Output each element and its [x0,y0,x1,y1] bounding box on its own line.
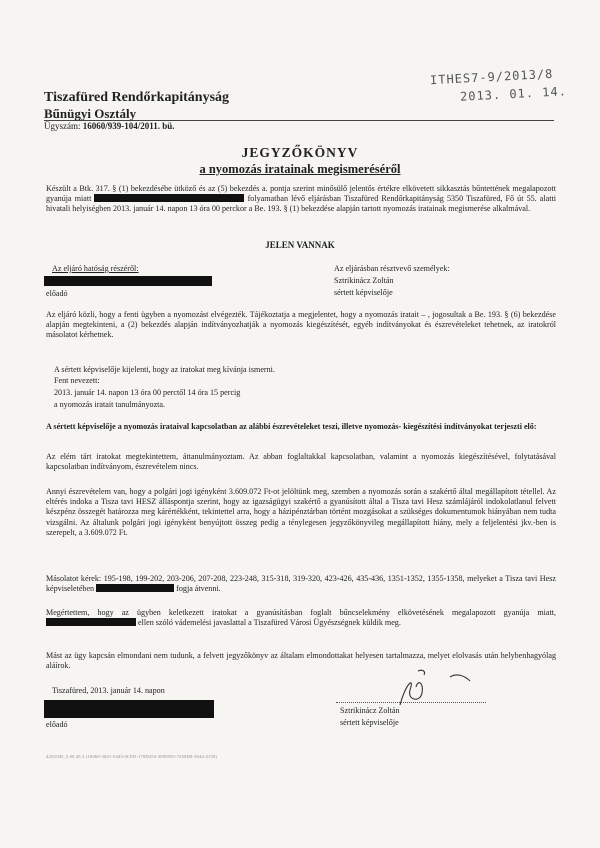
intro-text-1: Készült a Btk. 317. § (1) bekezdésébe ütköző és az (5) bekezdés a. pontja szerint minősülő jelentős értékre elkövetett sikkasztás bűntettének megalapozott gyanúja miatt [46,184,556,204]
redaction-box [46,618,136,626]
redaction-box [44,276,212,286]
participants-heading: Az eljárásban résztvevő személyek: [334,264,450,273]
signature-line [336,702,486,703]
redaction-box [94,194,244,202]
footer-code: 4255/SD_5.00.45.2 (16060-3041-5443-0CFD-170D255-3095955-7250D0-3044-2150) [46,754,218,759]
forwarding-paragraph [46,608,556,628]
declaration: A sértett képviselője kijelenti, hogy az iratokat meg kívánja ismerni. [54,365,275,374]
signer-role-left: előadó [46,720,68,729]
copies-text-1: Másolatot kérek: 195-198, 199-202, 203-206, 207-208, 223-248, 315-318, 319-320, 423-426, 435-436, 1351-1352, 1355-1358, melyeket a Tisza tavi Hesz képviseletében [46,574,556,594]
signer-role-right: sértett képviselője [340,718,399,727]
place-date: Tiszafüred, 2013. január 14. napon [52,686,165,695]
copies-text-2: fogja átvenni. [176,584,221,594]
named-label: Fent nevezett: [54,376,100,385]
case-value: 16060/939-104/2011. bü. [82,121,175,131]
present-heading: JELEN VANNAK [265,240,335,250]
redaction-box [44,700,214,718]
doc-subtitle: a nyomozás iratainak megismeréséről [199,162,401,176]
org-name: Tiszafüred Rendőrkapitányság [44,90,230,105]
forwarding-text-2: ellen szóló vádemelési javaslattal a Tiszafüred Városi Ügyészségnek küldik meg. [138,618,401,628]
handwritten-registry-number: ITHES7-9/2013/8 [429,66,554,88]
signer-name-right: Sztrikinácz Zoltán [340,706,400,715]
authority-heading [52,264,139,274]
case-label: Ügyszám: [44,121,81,131]
case-number [44,121,175,131]
intro-paragraph [46,184,556,215]
handwritten-date: 2013. 01. 14. [459,84,568,104]
named-text: a nyomozás iratait tanulmányozta. [54,400,166,409]
remark-paragraph-1: Az elém tárt iratokat megtekintettem, áttanulmányoztam. Az abban foglaltakkal kapcsolatban, valamint a nyomozás kiegészítésével, folytatásával kapcsolatban indítványom, észrevételem nincs. [46,452,556,472]
forwarding-text-1: Megértettem, hogy az ügyben keletkezett iratokat a gyanúsításban foglalt bűncselekmény elkövetésének megalapozott gyanúja miatt, [46,608,556,617]
dept-name: Bűnügyi Osztály [44,106,137,121]
authority-role: előadó [46,289,68,298]
closing-paragraph: Mást az ügy kapcsán elmondani nem tudunk, a felvett jegyzőkönyv az általam elmondottakat helyesen tartalmazza, melyet elolvasás után helybenhagyólag aláírok. [46,651,556,671]
copies-paragraph [46,574,556,594]
notice-paragraph: Az eljáró közli, hogy a fenti ügyben a nyomozást elvégezték. Tájékoztatja a megjelentet, hogy a nyomozás iratait – , jogosultak a Be. 193. § (6) bekezdése alapján megtekinteni, a (2) bekezdés alapján indítványozhatják a nyomozás kiegészítését, egyéb indítványokat és észrevételeket tehetnek, az iratokról másolatot kérhetnek. [46,310,556,340]
participant-name: Sztrikinácz Zoltán [334,276,394,285]
intro-text-2: folyamatban lévő eljárásban Tiszafüred Rendőrkapitányság 5350 Tiszafüred, Fő út 55. alatti hivatali helyiségben 2013. január 14. napon 13 óra 00 perckor a Be. 193. § (1) bekezdése alapján tartott nyomozás iratainak megismerése alkalmával. [46,194,556,214]
authority-heading-text: Az eljáró hatóság részéről: [52,264,139,273]
redaction-box [96,584,174,592]
doc-title: JEGYZŐKÖNYV [241,145,359,160]
named-time: 2013. január 14. napon 13 óra 00 perctől 14 óra 15 percig [54,388,241,397]
remark-paragraph-2: Annyi észrevételem van, hogy a polgári jogi igényként 3.609.072 Ft-ot jelöltünk meg, szemben a nyomozás során a szakértő által megállapított tétellel. Az eltérés indoka a Tisza tavi HESZ álláspontja szerint, hogy az igazságügyi szakértő a gyanúsított által a Tisza tavi Hesz számlájáról indokolatlanul felvett készpénz összegét határozza meg kárértékként, tekintettel arra, hogy a házipénztárban történt mozgásokat a szükséges dokumentumok hiányában nem tudta vizsgálni. Az általunk polgári jogi igényként benyújtott összeg pedig a ténylegesen jegyzőkönyvileg megállapított hiány, mely a feljelentési jkv.-ben is szerepelt, a 3.609.072 Ft. [46,487,556,537]
participant-role: sértett képviselője [334,288,393,297]
remarks-heading: A sértett képviselője a nyomozás irataival kapcsolatban az alábbi észrevételeket teszi, illetve nyomozás- kiegészítési indítványokat terjeszti elő: [46,422,537,431]
